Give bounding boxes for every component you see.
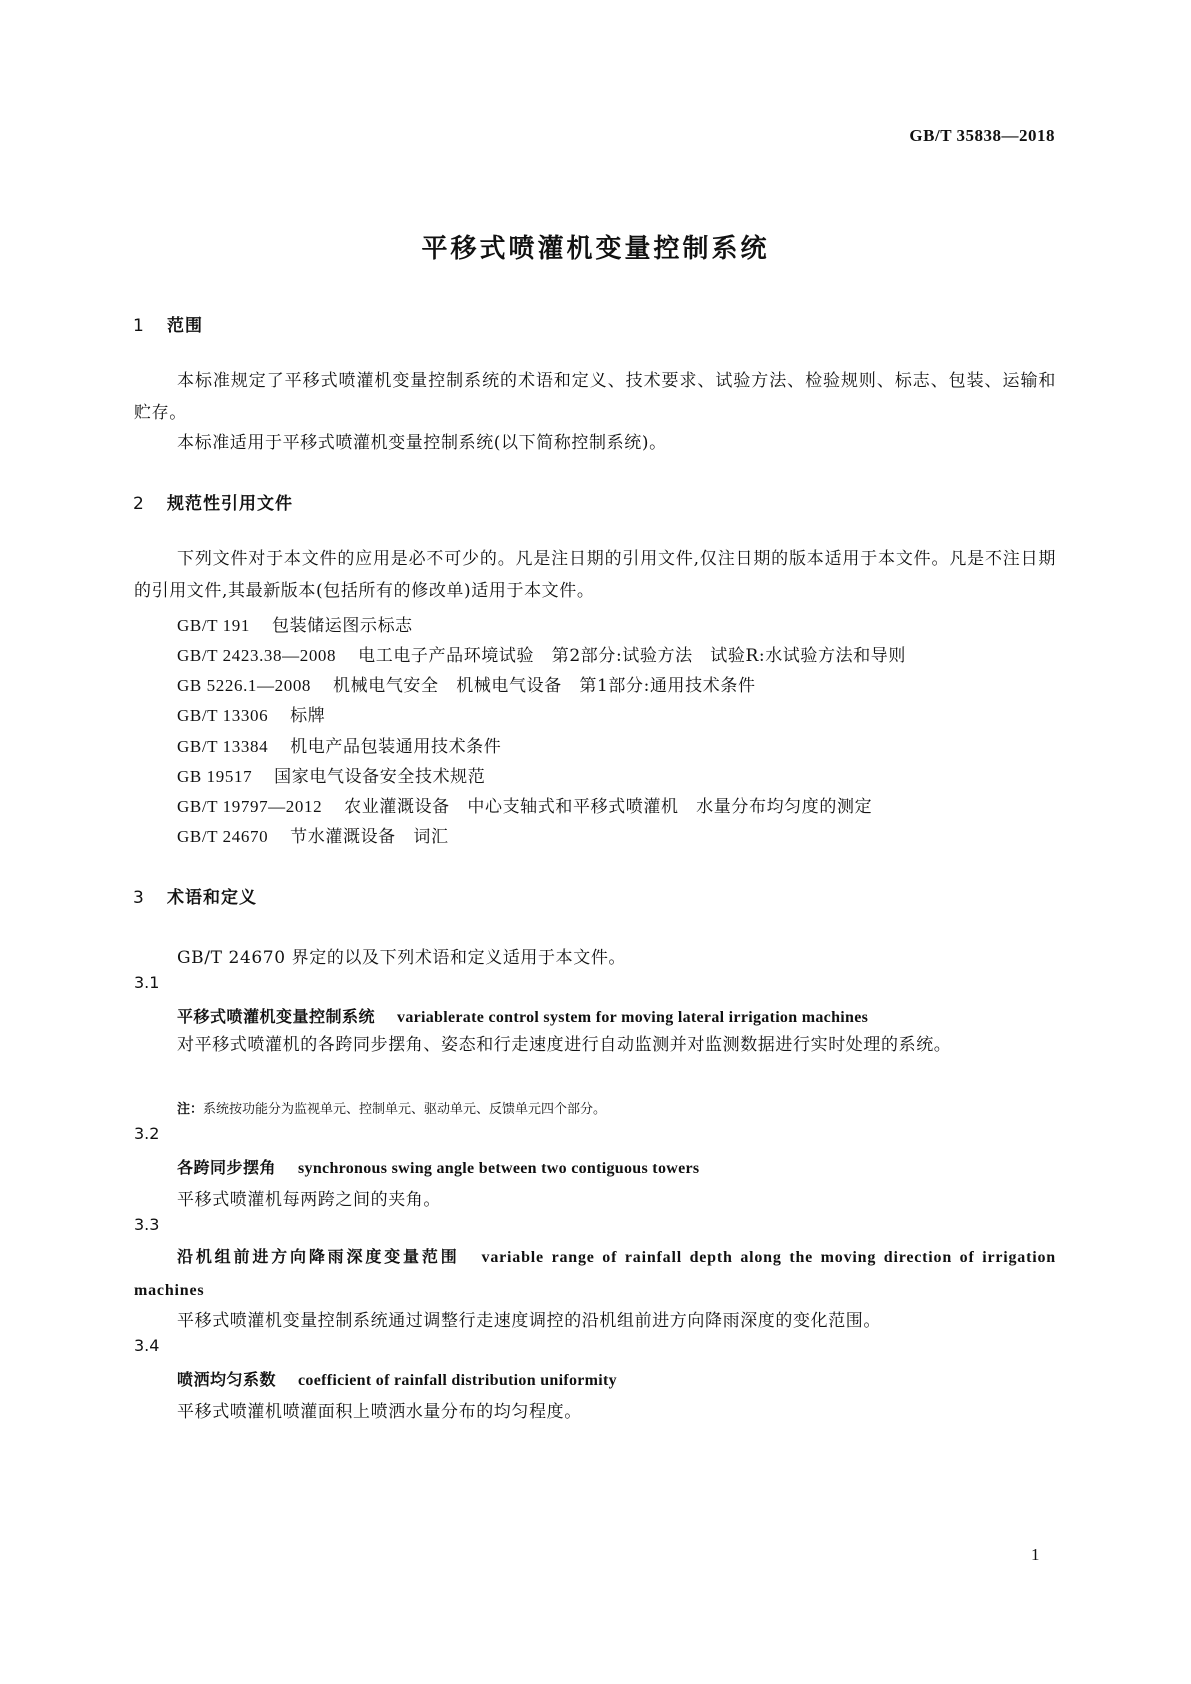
reference-item xyxy=(177,701,325,726)
term-definition: 对平移式喷灌机的各跨同步摆角、姿态和行走速度进行自动监测并对监测数据进行实时处理的系统。 xyxy=(177,1035,952,1055)
term-number: 3.3 xyxy=(134,1215,160,1234)
reference-code: GB 5226.1—2008 xyxy=(177,676,312,695)
term-definition: 平移式喷灌机每两跨之间的夹角。 xyxy=(177,1190,441,1210)
reference-item xyxy=(177,641,906,666)
reference-code: GB 19517 xyxy=(177,767,253,786)
reference-title: 机电产品包装通用技术条件 xyxy=(290,737,502,757)
reference-item xyxy=(177,611,413,636)
term-heading xyxy=(177,1004,868,1027)
reference-title: 标牌 xyxy=(290,706,326,726)
reference-code: GB/T 2423.38—2008 xyxy=(177,646,337,665)
reference-item xyxy=(177,671,756,696)
term-number: 3.1 xyxy=(134,973,160,992)
term-en: coefficient of rainfall distribution uniformity xyxy=(298,1372,617,1389)
reference-title: 机械电气安全 机械电气设备 第1部分:通用技术条件 xyxy=(333,676,756,696)
section-number: 2 xyxy=(133,494,145,514)
section-title: 范围 xyxy=(167,316,203,336)
section-title: 规范性引用文件 xyxy=(167,494,293,514)
note-label: 注： xyxy=(177,1102,204,1117)
reference-item xyxy=(177,732,501,757)
term-zh: 平移式喷灌机变量控制系统 xyxy=(177,1007,376,1026)
term-definition: 平移式喷灌机变量控制系统通过调整行走速度调控的沿机组前进方向降雨深度的变化范围。 xyxy=(177,1311,881,1331)
section-1-paragraph: 本标准适用于平移式喷灌机变量控制系统(以下简称控制系统)。 xyxy=(177,433,667,453)
term-heading xyxy=(177,1367,617,1390)
reference-code: GB/T 13306 xyxy=(177,706,269,725)
reference-title: 电工电子产品环境试验 第2部分:试验方法 试验R:水试验方法和导则 xyxy=(358,646,906,666)
document-title: 平移式喷灌机变量控制系统 xyxy=(421,234,770,264)
term-en: synchronous swing angle between two contiguous towers xyxy=(298,1160,700,1177)
section-3-heading xyxy=(133,883,257,908)
section-2-intro: 下列文件对于本文件的应用是必不可少的。凡是注日期的引用文件,仅注日期的版本适用于本文件。凡是不注日期的引用文件,其最新版本(包括所有的修改单)适用于本文件。 xyxy=(134,549,1056,601)
reference-title: 农业灌溉设备 中心支轴式和平移式喷灌机 水量分布均匀度的测定 xyxy=(344,797,873,817)
term-zh: 沿机组前进方向降雨深度变量范围 xyxy=(177,1247,460,1266)
term-en: variablerate control system for moving lateral irrigation machines xyxy=(397,1009,869,1026)
reference-item xyxy=(177,762,485,787)
term-definition: 平移式喷灌机喷灌面积上喷洒水量分布的均匀程度。 xyxy=(177,1402,582,1422)
section-number: 1 xyxy=(133,316,145,336)
term-zh: 各跨同步摆角 xyxy=(177,1158,277,1177)
standard-code: GB/T 35838—2018 xyxy=(909,126,1055,145)
note-text: 系统按功能分为监视单元、控制单元、驱动单元、反馈单元四个部分。 xyxy=(203,1102,607,1117)
section-1-heading xyxy=(133,311,203,336)
page-number: 1 xyxy=(1031,1545,1040,1564)
term-number: 3.4 xyxy=(134,1336,160,1355)
term-note xyxy=(177,1098,606,1117)
term-heading xyxy=(134,1241,1056,1307)
reference-title: 节水灌溉设备 词汇 xyxy=(290,827,449,847)
reference-code: GB/T 24670 xyxy=(177,827,269,846)
section-title: 术语和定义 xyxy=(167,888,257,908)
reference-title: 包装储运图示标志 xyxy=(271,616,413,636)
section-3-intro: GB/T 24670 界定的以及下列术语和定义适用于本文件。 xyxy=(177,948,627,968)
reference-code: GB/T 191 xyxy=(177,616,250,635)
section-1-paragraph: 本标准规定了平移式喷灌机变量控制系统的术语和定义、技术要求、试验方法、检验规则、标志、包装、运输和贮存。 xyxy=(134,371,1056,423)
reference-item xyxy=(177,792,872,817)
reference-item xyxy=(177,822,449,847)
term-number: 3.2 xyxy=(134,1124,160,1143)
term-heading xyxy=(177,1155,699,1178)
reference-title: 国家电气设备安全技术规范 xyxy=(274,767,486,787)
term-en: variable range of rainfall depth along the moving direction of irrigation machines xyxy=(134,1249,1056,1299)
section-2-heading xyxy=(133,489,293,514)
section-number: 3 xyxy=(133,888,145,908)
term-zh: 喷洒均匀系数 xyxy=(177,1370,277,1389)
reference-code: GB/T 13384 xyxy=(177,737,269,756)
reference-code: GB/T 19797—2012 xyxy=(177,797,323,816)
